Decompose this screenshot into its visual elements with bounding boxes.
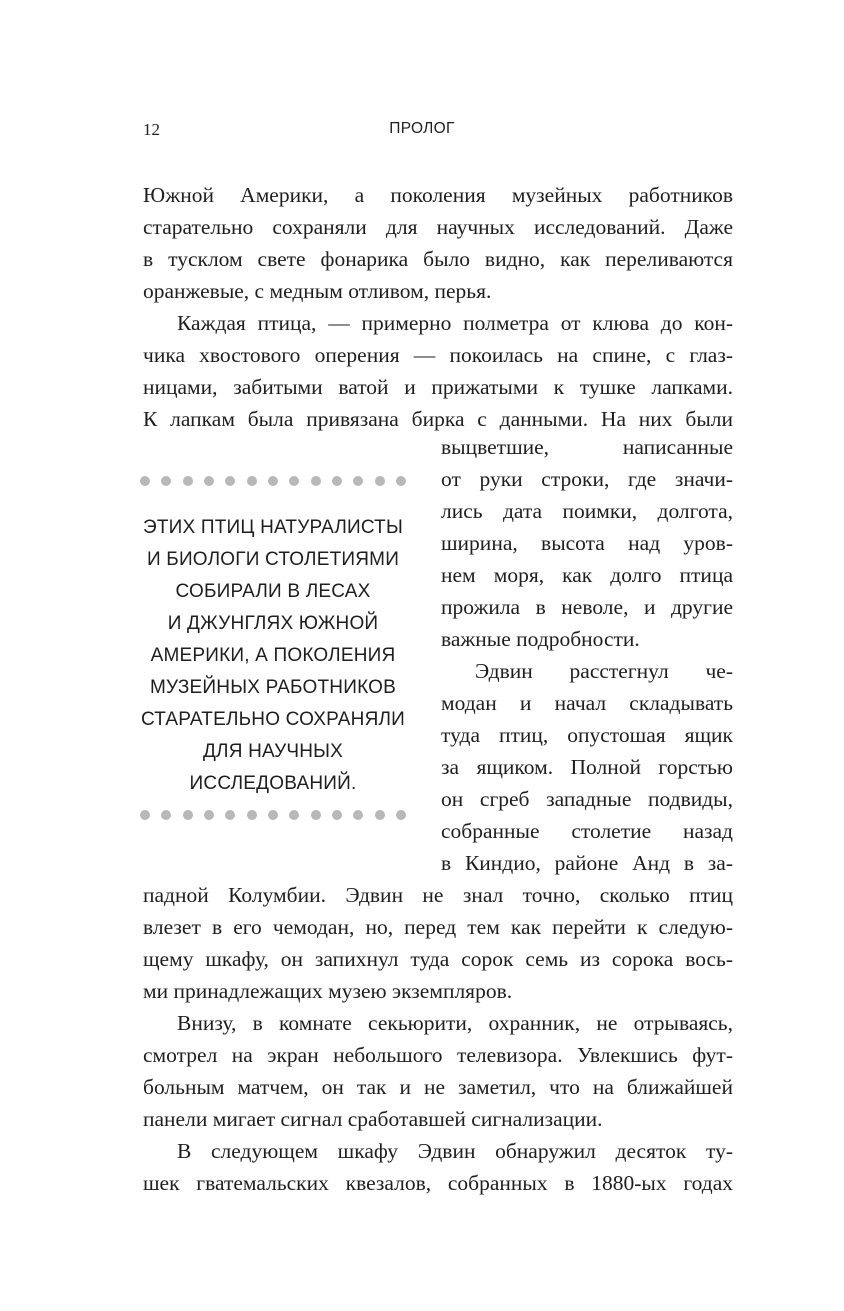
- dot-ornament: [225, 476, 235, 486]
- pull-quote-line: ЭТИХ ПТИЦ НАТУРАЛИСТЫ: [142, 517, 404, 538]
- pull-quote-line: ДЛЯ НАУЧНЫХ: [202, 741, 344, 762]
- pull-quote-line: СТАРАТЕЛЬНО СОХРАНЯЛИ: [140, 709, 406, 730]
- text-line: за ящиком. Полной горстью: [441, 755, 733, 779]
- text-line: важные подробности.: [441, 627, 640, 651]
- text-line: К лапкам была привязана бирка с данными. На них были: [143, 407, 733, 431]
- dot-ornament: [332, 476, 342, 486]
- pull-quote-line: СОБИРАЛИ В ЛЕСАХ: [175, 581, 371, 602]
- dot-ornament: [311, 476, 321, 486]
- pull-quote-line: АМЕРИКИ, А ПОКОЛЕНИЯ: [150, 645, 396, 666]
- dot-ornament: [225, 810, 235, 820]
- dot-ornament: [375, 476, 385, 486]
- dot-ornament: [311, 810, 321, 820]
- dot-ornament: [332, 810, 342, 820]
- dot-ornament: [183, 810, 193, 820]
- text-line: Каждая птица, — примерно полметра от клюва до кон-: [177, 311, 733, 335]
- dot-ornament: [140, 476, 150, 486]
- text-line: больным матчем, он так и не заметил, что на ближайшей: [143, 1075, 733, 1099]
- text-line: шек гватемальских квезалов, собранных в 1880-ых годах: [143, 1171, 733, 1195]
- dot-ornament: [396, 476, 406, 486]
- dot-ornament: [204, 476, 214, 486]
- dot-ornament: [183, 476, 193, 486]
- text-line: влезет в его чемодан, но, перед тем как перейти к следую-: [143, 915, 733, 939]
- dot-ornament: [353, 810, 363, 820]
- pull-quote-line: И БИОЛОГИ СТОЛЕТИЯМИ: [146, 549, 400, 570]
- dot-ornament: [396, 810, 406, 820]
- text-line: Внизу, в комнате секьюрити, охранник, не отрываясь,: [177, 1011, 733, 1035]
- dot-ornament: [289, 810, 299, 820]
- text-line: смотрел на экран небольшого телевизора. Увлекшись фут-: [143, 1043, 733, 1067]
- pull-quote-line: МУЗЕЙНЫХ РАБОТНИКОВ: [150, 677, 396, 698]
- dot-ornament: [268, 810, 278, 820]
- dot-ornament: [289, 476, 299, 486]
- text-line: чика хвостового оперения — покоилась на спине, с глаз-: [143, 343, 733, 367]
- text-line: нем моря, как долго птица: [441, 563, 733, 587]
- text-line: выцветшие, написанные: [441, 435, 733, 459]
- pull-quote-top-divider: [140, 476, 406, 488]
- dot-ornament: [268, 476, 278, 486]
- dot-ornament: [161, 810, 171, 820]
- dot-ornament: [140, 810, 150, 820]
- text-line: собранные столетие назад: [441, 819, 733, 843]
- text-line: модан и начал складывать: [441, 691, 733, 715]
- text-line: оранжевые, с медным отливом, перья.: [143, 279, 492, 303]
- text-line: падной Колумбии. Эдвин не знал точно, сколько птиц: [143, 883, 733, 907]
- pull-quote: [140, 476, 406, 826]
- text-line: от руки строки, где значи-: [441, 467, 733, 491]
- text-line: ницами, забитыми ватой и прижатыми к тушке лапками.: [143, 375, 733, 399]
- text-line: панели мигает сигнал сработавшей сигнализации.: [143, 1107, 603, 1131]
- text-line: ми принадлежащих музею экземпляров.: [143, 979, 513, 1003]
- dot-ornament: [161, 476, 171, 486]
- text-line: ширина, высота над уров-: [441, 531, 733, 555]
- text-line: он сгреб западные подвиды,: [441, 787, 733, 811]
- text-line: В следующем шкафу Эдвин обнаружил десяток ту-: [177, 1139, 733, 1163]
- text-line: прожила в неволе, и другие: [441, 595, 733, 619]
- dot-ornament: [375, 810, 385, 820]
- text-line: лись дата поимки, долгота,: [441, 499, 733, 523]
- running-head: ПРОЛОГ: [389, 120, 455, 137]
- page-header: [0, 120, 844, 146]
- dot-ornament: [204, 810, 214, 820]
- page-number: 12: [143, 120, 160, 139]
- pull-quote-bottom-divider: [140, 810, 406, 822]
- pull-quote-line: ИССЛЕДОВАНИЙ.: [189, 773, 357, 794]
- text-line: в тусклом свете фонарика было видно, как переливаются: [143, 247, 733, 271]
- text-line: туда птиц, опустошая ящик: [441, 723, 733, 747]
- pull-quote-line: И ДЖУНГЛЯХ ЮЖНОЙ: [167, 613, 379, 634]
- text-line: в Киндио, районе Анд в за-: [441, 851, 733, 875]
- text-line: Южной Америки, а поколения музейных работников: [143, 183, 733, 207]
- text-line: старательно сохраняли для научных исследований. Даже: [143, 215, 733, 239]
- dot-ornament: [353, 476, 363, 486]
- dot-ornament: [247, 476, 257, 486]
- dot-ornament: [247, 810, 257, 820]
- text-line: Эдвин расстегнул че-: [475, 659, 733, 683]
- text-line: щему шкафу, он запихнул туда сорок семь из сорока вось-: [143, 947, 733, 971]
